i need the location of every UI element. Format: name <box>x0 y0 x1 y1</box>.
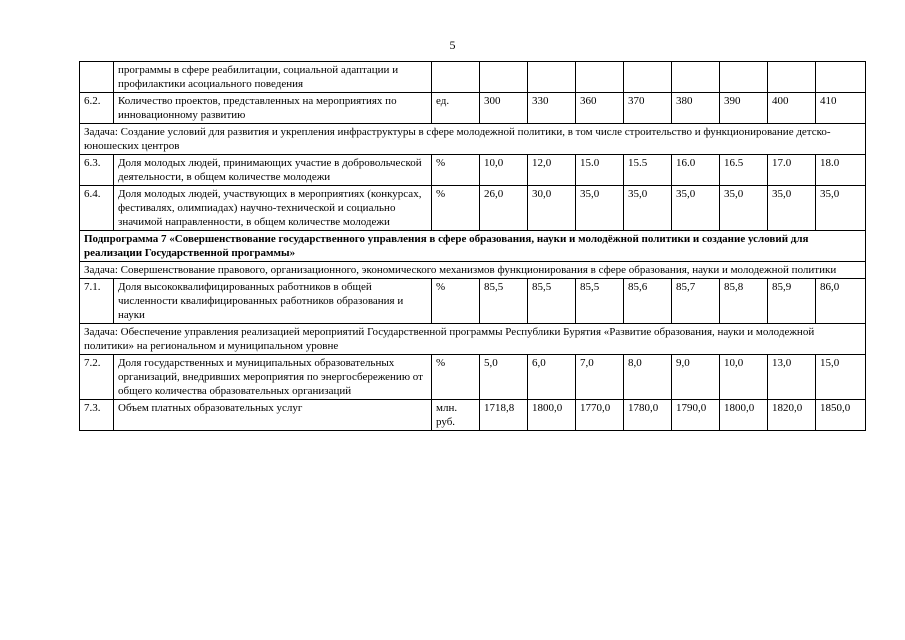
indicator-value: 410 <box>816 93 866 124</box>
indicator-name: программы в сфере реабилитации, социальной адаптации и профилактики асоциального поведения <box>114 62 432 93</box>
indicator-value: 85,7 <box>672 279 720 324</box>
indicator-unit: ед. <box>432 93 480 124</box>
indicator-number: 6.4. <box>80 186 114 231</box>
indicator-value: 1790,0 <box>672 400 720 431</box>
indicator-row <box>80 93 866 124</box>
indicator-number: 7.3. <box>80 400 114 431</box>
indicator-value: 17.0 <box>768 155 816 186</box>
indicator-value: 16.0 <box>672 155 720 186</box>
indicator-value: 85,5 <box>480 279 528 324</box>
indicator-value <box>672 62 720 93</box>
indicator-unit: % <box>432 279 480 324</box>
indicator-value: 15,0 <box>816 355 866 400</box>
indicator-value: 8,0 <box>624 355 672 400</box>
indicator-value: 85,5 <box>576 279 624 324</box>
indicator-value: 380 <box>672 93 720 124</box>
task-row <box>80 124 866 155</box>
indicator-unit: % <box>432 355 480 400</box>
indicator-value: 330 <box>528 93 576 124</box>
indicator-value: 390 <box>720 93 768 124</box>
task-text: Задача: Совершенствование правового, организационного, экономического механизмов функционирования в сфере образования, науки и молодежной политики <box>80 262 866 279</box>
indicator-value: 370 <box>624 93 672 124</box>
indicator-number <box>80 62 114 93</box>
task-row <box>80 262 866 279</box>
indicator-value: 18.0 <box>816 155 866 186</box>
indicator-value: 10,0 <box>720 355 768 400</box>
indicator-row <box>80 355 866 400</box>
indicator-value: 12,0 <box>528 155 576 186</box>
indicator-value: 30,0 <box>528 186 576 231</box>
indicator-value: 13,0 <box>768 355 816 400</box>
indicator-value: 35,0 <box>672 186 720 231</box>
indicator-value: 1820,0 <box>768 400 816 431</box>
indicator-value: 35,0 <box>768 186 816 231</box>
indicator-value: 15.0 <box>576 155 624 186</box>
indicator-unit: % <box>432 186 480 231</box>
indicator-row <box>80 62 866 93</box>
page-number: 5 <box>449 38 456 52</box>
indicator-value <box>480 62 528 93</box>
indicator-value: 85,9 <box>768 279 816 324</box>
indicator-value: 1770,0 <box>576 400 624 431</box>
indicator-name: Доля молодых людей, участвующих в мероприятиях (конкурсах, фестивалях, олимпиадах) научно-технической и социально значимой направленности, в общем количестве молодежи <box>114 186 432 231</box>
indicator-row <box>80 186 866 231</box>
indicator-value: 1718,8 <box>480 400 528 431</box>
indicator-value <box>624 62 672 93</box>
indicator-value: 16.5 <box>720 155 768 186</box>
indicator-value: 1850,0 <box>816 400 866 431</box>
indicator-value: 5,0 <box>480 355 528 400</box>
indicator-value <box>528 62 576 93</box>
indicator-value: 85,8 <box>720 279 768 324</box>
indicator-value: 400 <box>768 93 816 124</box>
indicator-value <box>720 62 768 93</box>
indicator-name: Доля государственных и муниципальных образовательных организаций, внедривших мероприятия по энергосбережению от общего количества образовательных организаций <box>114 355 432 400</box>
indicator-value: 360 <box>576 93 624 124</box>
indicator-value: 86,0 <box>816 279 866 324</box>
indicator-value: 1800,0 <box>528 400 576 431</box>
indicator-row <box>80 155 866 186</box>
task-row <box>80 324 866 355</box>
indicator-unit <box>432 62 480 93</box>
indicator-number: 7.2. <box>80 355 114 400</box>
indicator-value: 9,0 <box>672 355 720 400</box>
indicator-number: 6.3. <box>80 155 114 186</box>
indicator-value: 6,0 <box>528 355 576 400</box>
indicators-table <box>79 61 866 431</box>
indicator-name: Доля молодых людей, принимающих участие в добровольческой деятельности, в общем количестве молодежи <box>114 155 432 186</box>
indicator-number: 6.2. <box>80 93 114 124</box>
indicator-row <box>80 279 866 324</box>
subprogram-row <box>80 231 866 262</box>
indicator-value: 15.5 <box>624 155 672 186</box>
task-text: Задача: Создание условий для развития и укрепления инфраструктуры в сфере молодежной политики, в том числе строительство и функционирование детско-юношеских центров <box>80 124 866 155</box>
task-text: Задача: Обеспечение управления реализацией мероприятий Государственной программы Республики Бурятия «Развитие образования, науки и молодежной политики» на региональном и муниципальном уровне <box>80 324 866 355</box>
indicator-value: 85,6 <box>624 279 672 324</box>
indicator-value: 1800,0 <box>720 400 768 431</box>
indicator-value: 26,0 <box>480 186 528 231</box>
subprogram-title: Подпрограмма 7 «Совершенствование государственного управления в сфере образования, науки и молодёжной политики и создание условий для реализации Государственной программы» <box>80 231 866 262</box>
indicator-value: 1780,0 <box>624 400 672 431</box>
indicator-value: 35,0 <box>576 186 624 231</box>
indicator-unit: % <box>432 155 480 186</box>
indicator-value <box>816 62 866 93</box>
indicator-value: 35,0 <box>720 186 768 231</box>
indicator-name: Объем платных образовательных услуг <box>114 400 432 431</box>
indicator-value: 35,0 <box>816 186 866 231</box>
indicator-unit: млн. руб. <box>432 400 480 431</box>
indicator-value <box>768 62 816 93</box>
indicator-row <box>80 400 866 431</box>
indicator-value: 300 <box>480 93 528 124</box>
indicator-value: 85,5 <box>528 279 576 324</box>
indicator-value: 35,0 <box>624 186 672 231</box>
indicator-value: 7,0 <box>576 355 624 400</box>
indicator-value <box>576 62 624 93</box>
indicator-name: Количество проектов, представленных на мероприятиях по инновационному развитию <box>114 93 432 124</box>
indicator-number: 7.1. <box>80 279 114 324</box>
indicator-name: Доля высококвалифицированных работников в общей численности квалифицированных работников образования и науки <box>114 279 432 324</box>
indicator-value: 10,0 <box>480 155 528 186</box>
